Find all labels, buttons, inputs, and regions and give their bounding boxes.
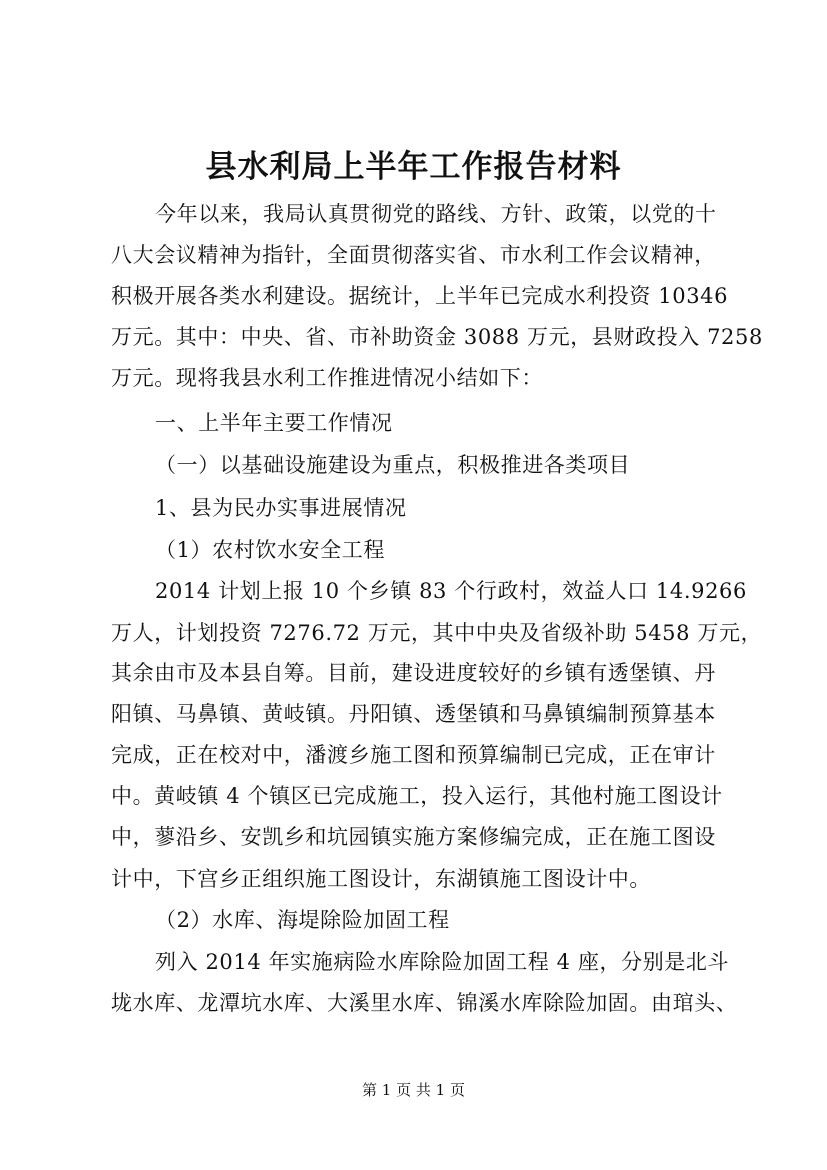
paragraph-line: 中，蓼沿乡、安凯乡和坑园镇实施方案修编完成，正在施工图设: [111, 825, 716, 849]
paragraph-line: 列入 2014 年实施病险水库除险加固工程 4 座，分别是北斗: [155, 950, 730, 974]
page-title: 县水利局上半年工作报告材料: [205, 149, 622, 185]
paragraph-line: 万元。现将我县水利工作推进情况小结如下：: [111, 366, 543, 390]
paragraph-line: 万人，计划投资 7276.72 万元，其中中央及省级补助 5458 万元，: [111, 621, 763, 645]
item-subheading: （2）水库、海堤除险加固工程: [155, 908, 450, 932]
item-subheading: （1）农村饮水安全工程: [155, 538, 385, 562]
paragraph-line: 其余由市及本县自筹。目前，建设进度较好的乡镇有透堡镇、丹: [111, 661, 716, 685]
paragraph-line: 计中，下宫乡正组织施工图设计，东湖镇施工图设计中。: [111, 867, 651, 891]
paragraph-line: 积极开展各类水利建设。据统计，上半年已完成水利投资 10346: [111, 284, 729, 308]
paragraph-line: 阳镇、马鼻镇、黄岐镇。丹阳镇、透堡镇和马鼻镇编制预算基本: [111, 702, 716, 726]
paragraph-line: 完成，正在校对中，潘渡乡施工图和预算编制已完成，正在审计: [111, 743, 716, 767]
item-heading: 1、县为民办实事进展情况: [155, 496, 407, 520]
paragraph-line: 2014 计划上报 10 个乡镇 83 个行政村，效益人口 14.9266: [155, 579, 747, 603]
paragraph-line: 八大会议精神为指针，全面贯彻落实省、市水利工作会议精神，: [111, 243, 716, 267]
paragraph-line: 今年以来，我局认真贯彻党的路线、方针、政策，以党的十: [155, 202, 717, 226]
subsection-heading: （一）以基础设施建设为重点，积极推进各类项目: [155, 453, 631, 477]
paragraph-line: 万元。其中：中央、省、市补助资金 3088 万元，县财政投入 7258: [111, 325, 763, 349]
section-heading: 一、上半年主要工作情况: [155, 411, 393, 435]
paragraph-line: 垅水库、龙潭坑水库、大溪里水库、锦溪水库除险加固。由琯头、: [111, 991, 738, 1015]
paragraph-line: 中。黄岐镇 4 个镇区已完成施工，投入运行，其他村施工图设计: [111, 784, 723, 808]
page-footer: 第 1 页 共 1 页: [362, 1081, 465, 1099]
